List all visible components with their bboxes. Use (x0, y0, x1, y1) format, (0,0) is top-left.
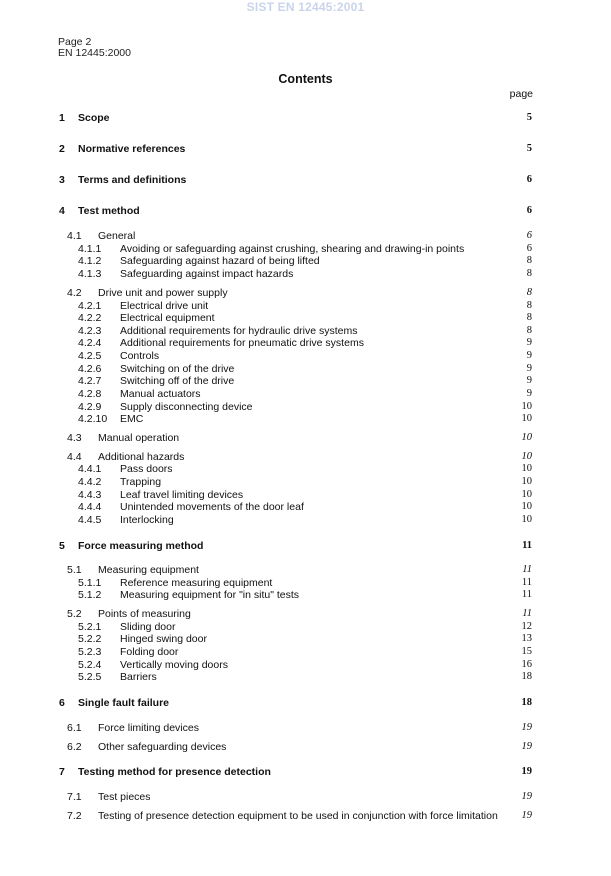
toc-entry[interactable] (0, 563, 611, 577)
toc-entry-page: 18 (521, 671, 532, 682)
toc-entry[interactable] (0, 462, 611, 476)
toc-entry-title: Interlocking (120, 514, 174, 526)
toc-entry-title: Manual operation (98, 432, 180, 444)
toc-entry-page: 19 (521, 766, 532, 777)
toc-entry-number: 4.2.9 (78, 401, 102, 413)
toc-entry-title: Supply disconnecting device (120, 401, 253, 413)
toc-entry-page: 5 (526, 143, 532, 154)
toc-entry-page: 10 (521, 451, 532, 462)
toc-entry-page: 8 (526, 287, 532, 298)
toc-entry-title: Pass doors (120, 463, 173, 475)
toc-entry-page: 15 (521, 646, 532, 657)
toc-entry-number: 5.2.1 (78, 621, 102, 633)
toc-entry-title: Force limiting devices (98, 722, 199, 734)
toc-entry-number: 5.2.3 (78, 646, 102, 658)
toc-entry-number: 3 (59, 174, 65, 186)
toc-entry-title: Points of measuring (98, 608, 191, 620)
toc-entry[interactable] (0, 254, 611, 268)
toc-entry[interactable] (0, 311, 611, 325)
toc-entry-title: Scope (78, 112, 110, 124)
toc-entry[interactable] (0, 670, 611, 684)
toc-entry-number: 4.1 (67, 230, 82, 242)
toc-entry-number: 7.2 (67, 810, 82, 822)
toc-entry[interactable] (0, 475, 611, 489)
toc-entry[interactable] (0, 513, 611, 527)
page-column-label: page (509, 88, 533, 100)
toc-entry-number: 4.4.4 (78, 501, 102, 513)
toc-entry-page: 8 (526, 312, 532, 323)
toc-entry-number: 4.2.4 (78, 337, 102, 349)
toc-entry[interactable] (0, 173, 611, 187)
toc-entry-page: 9 (526, 363, 532, 374)
toc-entry-page: 6 (526, 205, 532, 216)
toc-entry-page: 11 (521, 577, 532, 588)
toc-entry-number: 5.2.4 (78, 659, 102, 671)
toc-entry[interactable] (0, 539, 611, 553)
toc-entry[interactable] (0, 645, 611, 659)
toc-entry-page: 8 (526, 255, 532, 266)
toc-entry-page: 10 (521, 476, 532, 487)
toc-entry-title: Single fault failure (78, 697, 170, 709)
toc-entry-number: 5.1.1 (78, 577, 102, 589)
toc-entry-number: 4.2.10 (78, 413, 108, 425)
toc-entry-number: 5.2 (67, 608, 82, 620)
toc-entry[interactable] (0, 267, 611, 281)
toc-entry[interactable] (0, 809, 611, 823)
toc-entry-number: 4.1.1 (78, 243, 102, 255)
toc-entry-page: 11 (522, 540, 532, 551)
toc-entry-number: 4.4.1 (78, 463, 102, 475)
toc-entry-number: 4.2.8 (78, 388, 102, 400)
toc-entry-number: 4.1.2 (78, 255, 102, 267)
toc-entry-title: Reference measuring equipment (120, 577, 273, 589)
toc-entry-number: 4 (59, 205, 65, 217)
toc-entry[interactable] (0, 142, 611, 156)
toc-entry-number: 4.2.1 (78, 300, 102, 312)
toc-entry-number: 6.2 (67, 741, 82, 753)
toc-entry-title: Barriers (120, 671, 157, 683)
toc-entry-number: 5.2.5 (78, 671, 102, 683)
toc-entry-number: 4.2.3 (78, 325, 102, 337)
toc-entry-title: Normative references (78, 143, 186, 155)
toc-entry-number: 7 (59, 766, 65, 778)
toc-entry-number: 4.2.7 (78, 375, 102, 387)
toc-entry-number: 6.1 (67, 722, 82, 734)
toc-entry-title: Terms and definitions (78, 174, 187, 186)
toc-entry[interactable] (0, 286, 611, 300)
toc-entry-page: 10 (521, 489, 532, 500)
toc-entry-number: 5 (59, 540, 65, 552)
toc-entry-title: Testing method for presence detection (78, 766, 271, 778)
toc-entry-title: Safeguarding against impact hazards (120, 268, 294, 280)
toc-entry[interactable] (0, 229, 611, 243)
toc-entry-title: Manual actuators (120, 388, 201, 400)
toc-entry-title: Other safeguarding devices (98, 741, 227, 753)
toc-entry-title: Measuring equipment for "in situ" tests (120, 589, 300, 601)
toc-entry-number: 5.2.2 (78, 633, 102, 645)
toc-entry-page: 8 (526, 268, 532, 279)
toc-entry-title: Leaf travel limiting devices (120, 489, 244, 501)
toc-entry-page: 18 (521, 697, 532, 708)
toc-entry-page: 9 (526, 375, 532, 386)
toc-entry-number: 2 (59, 143, 65, 155)
toc-entry-title: Hinged swing door (120, 633, 207, 645)
toc-entry-title: Testing of presence detection equipment to be used in conjunction with force limitation (98, 810, 498, 822)
toc-entry-page: 19 (521, 810, 532, 821)
toc-entry-page: 10 (521, 401, 532, 412)
watermark: SIST EN 12445:2001 (246, 0, 365, 14)
toc-entry-page: 10 (521, 501, 532, 512)
toc-entry-title: Vertically moving doors (120, 659, 228, 671)
toc-entry[interactable] (0, 204, 611, 218)
toc-entry[interactable] (0, 588, 611, 602)
toc-entry-title: Folding door (120, 646, 179, 658)
toc-entry[interactable] (0, 765, 611, 779)
toc-entry-number: 4.2.6 (78, 363, 102, 375)
toc-entry-number: 4.4.5 (78, 514, 102, 526)
toc-entry-page: 19 (521, 722, 532, 733)
toc-entry-title: Electrical equipment (120, 312, 215, 324)
toc-entry-number: 7.1 (67, 791, 82, 803)
toc-entry-title: Controls (120, 350, 160, 362)
toc-entry-number: 4.1.3 (78, 268, 102, 280)
toc-entry-title: Test method (78, 205, 140, 217)
toc-entry[interactable] (0, 607, 611, 621)
toc-entry-title: General (98, 230, 136, 242)
toc-entry-title: Measuring equipment (98, 564, 199, 576)
document-id: EN 12445:2000 (58, 47, 131, 59)
toc-entry-title: Additional requirements for pneumatic drive systems (120, 337, 364, 349)
toc-entry[interactable] (0, 790, 611, 804)
toc-entry[interactable] (0, 431, 611, 445)
page-title: Contents (278, 72, 333, 86)
toc-entry[interactable] (0, 500, 611, 514)
toc-entry-title: Switching off of the drive (120, 375, 235, 387)
toc-entry-title: EMC (120, 413, 144, 425)
toc-entry-page: 6 (526, 174, 532, 185)
toc-entry[interactable] (0, 336, 611, 350)
toc-entry-title: Test pieces (98, 791, 151, 803)
toc-entry[interactable] (0, 374, 611, 388)
toc-entry-page: 19 (521, 741, 532, 752)
toc-entry-page: 8 (526, 325, 532, 336)
toc-entry[interactable] (0, 387, 611, 401)
toc-entry-number: 4.4.2 (78, 476, 102, 488)
toc-entry[interactable] (0, 349, 611, 363)
toc-entry[interactable] (0, 412, 611, 426)
toc-entry-page: 12 (521, 621, 532, 632)
toc-entry-page: 10 (521, 514, 532, 525)
toc-entry-page: 9 (526, 337, 532, 348)
toc-entry-page: 9 (526, 350, 532, 361)
toc-entry[interactable] (0, 696, 611, 710)
toc-entry-page: 16 (521, 659, 532, 670)
toc-entry-page: 6 (526, 230, 532, 241)
toc-entry-page: 8 (526, 300, 532, 311)
toc-entry-title: Unintended movements of the door leaf (120, 501, 304, 513)
toc-entry-number: 6 (59, 697, 65, 709)
toc-entry-page: 19 (521, 791, 532, 802)
toc-entry-number: 4.2.2 (78, 312, 102, 324)
toc-entry-number: 5.1.2 (78, 589, 102, 601)
toc-entry-number: 4.3 (67, 432, 82, 444)
toc-entry-page: 11 (522, 564, 532, 575)
toc-entry-title: Avoiding or safeguarding against crushing, shearing and drawing-in points (120, 243, 465, 255)
toc-entry-title: Additional requirements for hydraulic drive systems (120, 325, 358, 337)
toc-entry-page: 9 (526, 388, 532, 399)
page-number: Page 2 (58, 36, 92, 48)
toc-entry-title: Trapping (120, 476, 162, 488)
toc-entry[interactable] (0, 111, 611, 125)
toc-entry-number: 4.2 (67, 287, 82, 299)
toc-entry-title: Sliding door (120, 621, 176, 633)
toc-entry-page: 13 (521, 633, 532, 644)
toc-entry-title: Electrical drive unit (120, 300, 209, 312)
toc-entry-title: Additional hazards (98, 451, 185, 463)
toc-entry-page: 10 (521, 463, 532, 474)
toc-entry-page: 11 (522, 608, 532, 619)
toc-entry-title: Drive unit and power supply (98, 287, 228, 299)
toc-entry[interactable] (0, 632, 611, 646)
toc-entry-title: Switching on of the drive (120, 363, 235, 375)
toc-entry-number: 4.2.5 (78, 350, 102, 362)
toc-entry-number: 5.1 (67, 564, 82, 576)
toc-entry[interactable] (0, 740, 611, 754)
toc-entry-number: 4.4 (67, 451, 82, 463)
toc-entry-page: 11 (521, 589, 532, 600)
toc-entry[interactable] (0, 721, 611, 735)
toc-entry-number: 1 (59, 112, 65, 124)
toc-entry-page: 5 (526, 112, 532, 123)
toc-entry-title: Force measuring method (78, 540, 204, 552)
toc-entry-page: 6 (526, 243, 532, 254)
toc-entry-number: 4.4.3 (78, 489, 102, 501)
toc-entry-page: 10 (521, 413, 532, 424)
toc-entry-page: 10 (521, 432, 532, 443)
toc-entry-title: Safeguarding against hazard of being lifted (120, 255, 320, 267)
